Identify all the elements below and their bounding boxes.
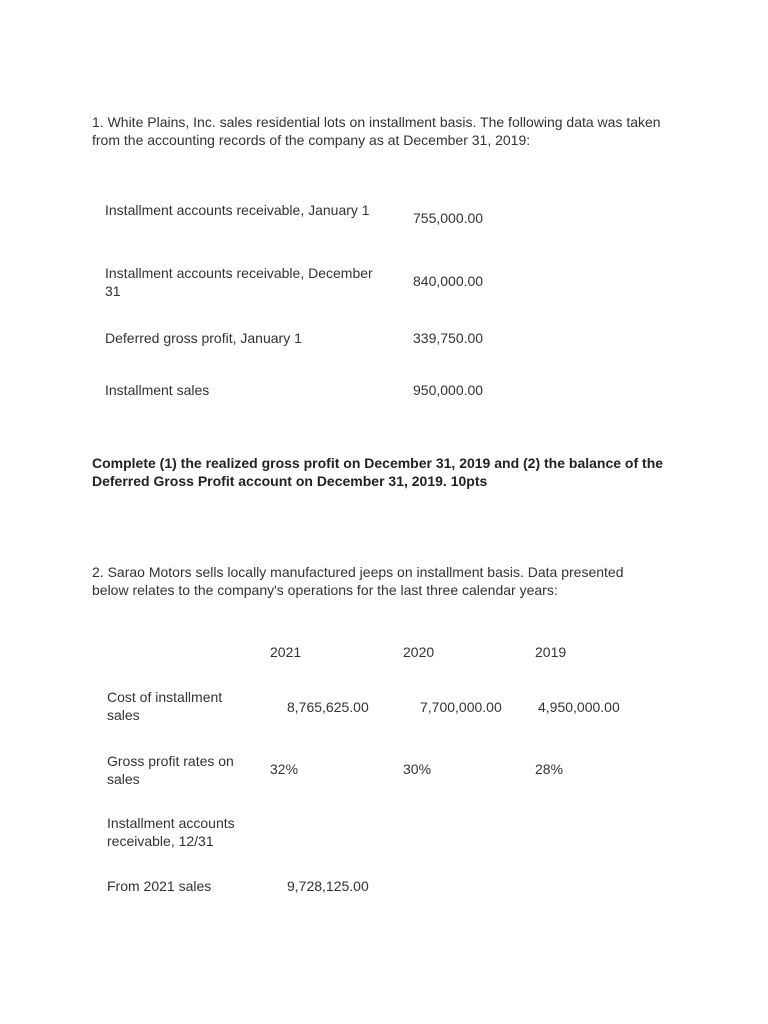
year-header-2021: 2021: [270, 644, 302, 660]
problem-2-intro: 2. Sarao Motors sells locally manufactured jeeps on installment basis. Data presented below relates to the company's operations for the last three calendar years:: [92, 564, 624, 598]
p1-row-label-ar-dec: Installment accounts receivable, December 31: [105, 265, 373, 299]
p1-row-value-dgp-jan: 339,750.00: [413, 330, 484, 346]
p2-gp-rate-2019: 28%: [535, 761, 564, 777]
p2-cost-2021: 8,765,625.00: [287, 699, 369, 715]
p2-gp-rate-2021: 32%: [270, 761, 299, 777]
p2-from-2021-value: 9,728,125.00: [287, 878, 369, 894]
p1-row-value-ar-jan: 755,000.00: [413, 210, 484, 226]
p1-row-label-dgp-jan: Deferred gross profit, January 1: [105, 330, 302, 346]
p1-row-label-installment-sales: Installment sales: [105, 382, 210, 398]
p1-row-value-ar-dec: 840,000.00: [413, 273, 484, 289]
problem-1-instruction: Complete (1) the realized gross profit on December 31, 2019 and (2) the balance of the Deferred Gross Profit account on December 31, 2019. 10pts: [92, 455, 664, 489]
p2-cost-2019: 4,950,000.00: [538, 699, 620, 715]
p1-row-label-ar-jan: Installment accounts receivable, January 1: [105, 202, 370, 218]
problem-1-intro: 1. White Plains, Inc. sales residential lots on installment basis. The following data was taken from the accounting records of the company as at December 31, 2019:: [92, 114, 661, 148]
p2-cost-2020: 7,700,000.00: [420, 699, 502, 715]
p2-row-label-cost: Cost of installment sales: [107, 689, 223, 723]
year-header-2019: 2019: [535, 644, 567, 660]
p2-row-label-ar-1231: Installment accounts receivable, 12/31: [107, 815, 235, 849]
p2-row-label-from-2021: From 2021 sales: [107, 878, 212, 894]
p2-row-label-gp-rates: Gross profit rates on sales: [107, 753, 234, 787]
p1-row-value-installment-sales: 950,000.00: [413, 382, 484, 398]
p2-gp-rate-2020: 30%: [403, 761, 432, 777]
year-header-2020: 2020: [403, 644, 435, 660]
